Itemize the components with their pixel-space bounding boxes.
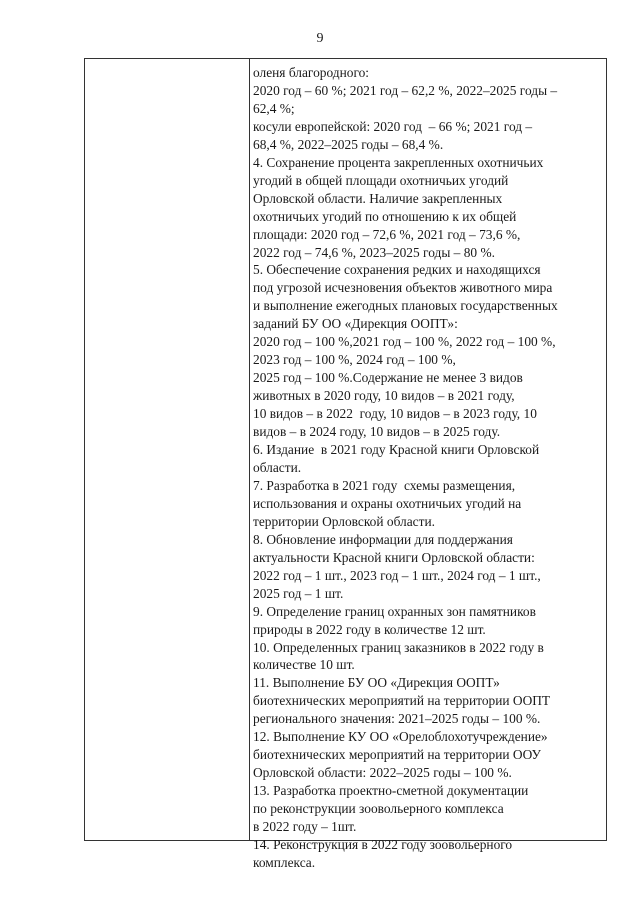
text-line: 11. Выполнение БУ ОО «Дирекция ООПТ» bbox=[253, 675, 500, 691]
text-line: 9. Определение границ охранных зон памятников bbox=[253, 603, 536, 619]
text-line: биотехнических мероприятий на территории ООПТ bbox=[253, 693, 551, 709]
text-line: по реконструкции зоовольерного комплекса bbox=[253, 801, 504, 817]
text-line: 5. Обеспечение сохранения редких и находящихся bbox=[253, 262, 541, 278]
text-line: 10. Определенных границ заказников в 2022 году в bbox=[253, 639, 544, 655]
text-line: комплекса. bbox=[253, 854, 316, 870]
text-line: 4. Сохранение процента закрепленных охотничьих bbox=[253, 154, 544, 170]
text-line: биотехнических мероприятий на территории ООУ bbox=[253, 747, 541, 763]
text-line: животных в 2020 году, 10 видов – в 2021 году, bbox=[253, 388, 515, 404]
text-line: охотничьих угодий по отношению к их общей bbox=[253, 208, 517, 224]
text-line: использования и охраны охотничьих угодий на bbox=[253, 495, 522, 511]
text-line: 7. Разработка в 2021 году схемы размещения, bbox=[253, 477, 516, 493]
text-line: под угрозой исчезновения объектов животного мира bbox=[253, 280, 553, 296]
text-line: количестве 10 шт. bbox=[253, 657, 355, 673]
column-divider bbox=[249, 59, 250, 840]
text-line: 12. Выполнение КУ ОО «Орелоблохотучреждение» bbox=[253, 729, 548, 745]
text-line: актуальности Красной книги Орловской области: bbox=[253, 549, 535, 565]
text-line: площади: 2020 год – 72,6 %, 2021 год – 73,6 %, bbox=[253, 226, 521, 242]
text-line: 2020 год – 100 %,2021 год – 100 %, 2022 год – 100 %, bbox=[253, 334, 556, 350]
text-line: 2025 год – 100 %.Содержание не менее 3 видов bbox=[253, 370, 523, 386]
text-line: 13. Разработка проектно-сметной документации bbox=[253, 783, 529, 799]
text-line: 8. Обновление информации для поддержания bbox=[253, 531, 513, 547]
text-line: и выполнение ежегодных плановых государственных bbox=[253, 298, 558, 314]
text-line: 14. Реконструкция в 2022 году зоовольерного bbox=[253, 836, 513, 852]
text-line: 2025 год – 1 шт. bbox=[253, 585, 344, 601]
text-line: 2020 год – 60 %; 2021 год – 62,2 %, 2022–2025 годы – bbox=[253, 82, 558, 98]
text-line: Орловской области: 2022–2025 годы – 100 %. bbox=[253, 765, 512, 781]
text-line: заданий БУ ОО «Дирекция ООПТ»: bbox=[253, 316, 458, 332]
text-line: природы в 2022 году в количестве 12 шт. bbox=[253, 621, 486, 637]
text-line: видов – в 2024 году, 10 видов – в 2025 году. bbox=[253, 424, 501, 440]
text-line: угодий в общей площади охотничьих угодий bbox=[253, 172, 509, 188]
text-line: 2023 год – 100 %, 2024 год – 100 %, bbox=[253, 352, 456, 368]
text-line: косули европейской: 2020 год – 66 %; 2021 год – bbox=[253, 118, 533, 134]
text-line: 10 видов – в 2022 году, 10 видов – в 2023 году, 10 bbox=[253, 406, 537, 422]
text-line: 6. Издание в 2021 году Красной книги Орловской bbox=[253, 442, 540, 458]
text-line: 68,4 %, 2022–2025 годы – 68,4 %. bbox=[253, 136, 444, 152]
text-line: в 2022 году – 1шт. bbox=[253, 819, 357, 835]
document-table bbox=[84, 58, 607, 870]
text-line: территории Орловской области. bbox=[253, 513, 435, 529]
text-line: оленя благородного: bbox=[253, 65, 370, 80]
page-number: 9 bbox=[316, 31, 324, 46]
text-line: 62,4 %; bbox=[253, 100, 295, 116]
text-line: Орловской области. Наличие закрепленных bbox=[253, 190, 503, 206]
text-line: 2022 год – 74,6 %, 2023–2025 годы – 80 %. bbox=[253, 244, 495, 260]
right-cell bbox=[253, 64, 605, 872]
text-line: 2022 год – 1 шт., 2023 год – 1 шт., 2024 год – 1 шт., bbox=[253, 567, 541, 583]
text-line: регионального значения: 2021–2025 годы – 100 %. bbox=[253, 711, 541, 727]
text-line: области. bbox=[253, 459, 302, 475]
